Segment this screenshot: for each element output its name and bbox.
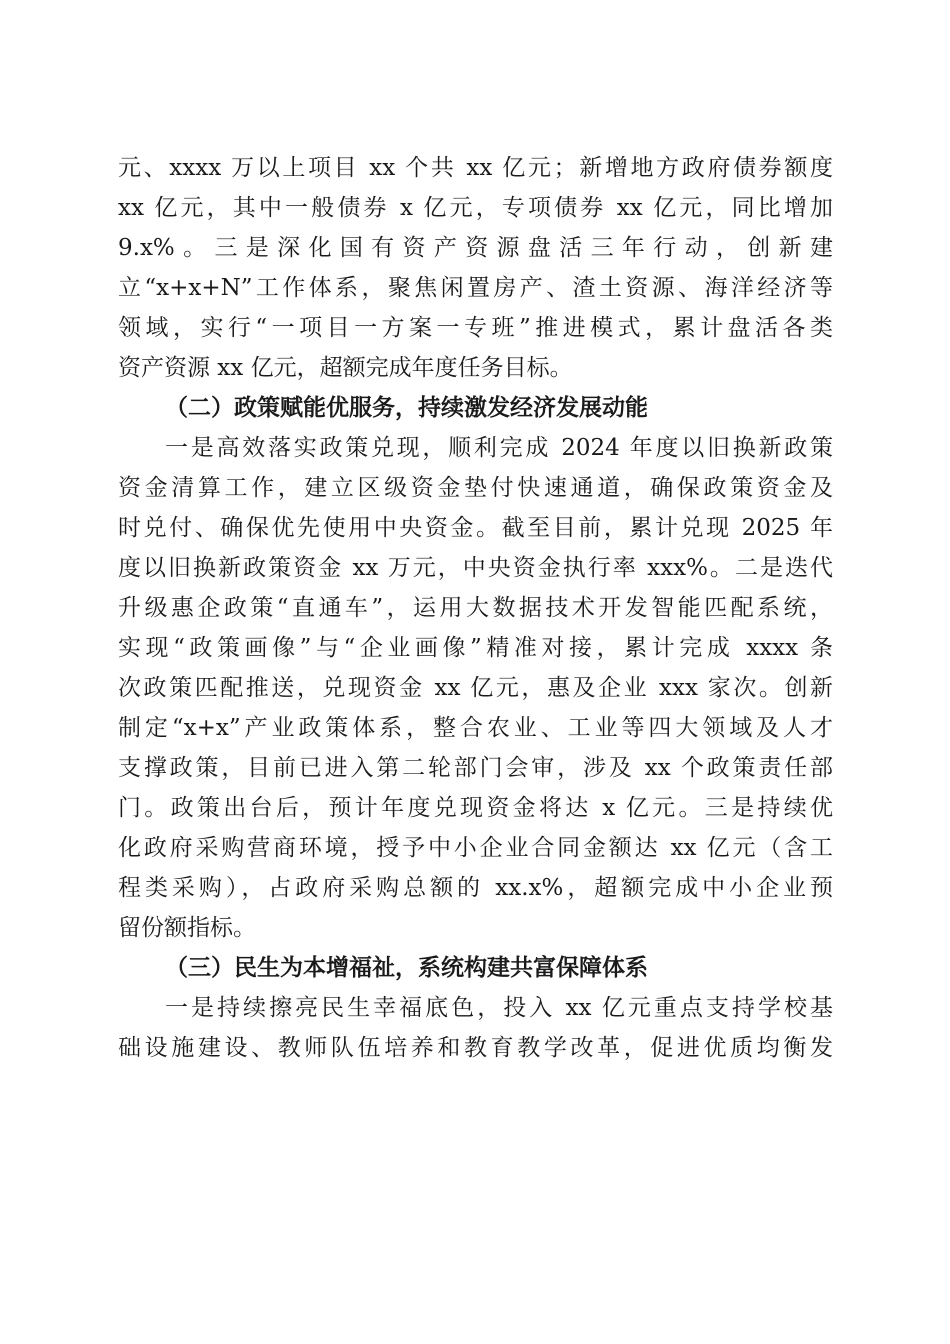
paragraph-line: 资金清算工作，建立区级资金垫付快速通道，确保政策资金及 [118,475,833,501]
paragraph-line: 留份额指标。 [118,915,256,941]
paragraph-line: 立“x+x+N”工作体系，聚焦闲置房产、渣土资源、海洋经济等 [118,275,833,301]
paragraph-line: 门。政策出台后，预计年度兑现资金将达 x 亿元。三是持续优 [118,795,833,821]
paragraph-line: 度以旧换新政策资金 xx 万元，中央资金执行率 xxx%。二是迭代 [118,555,833,581]
paragraph-line: 程类采购），占政府采购总额的 xx.x%，超额完成中小企业预 [118,875,833,901]
paragraph-line: 资产资源 xx 亿元，超额完成年度任务目标。 [118,355,573,381]
paragraph-line: 化政府采购营商环境，授予中小企业合同金额达 xx 亿元（含工 [118,835,833,861]
paragraph-line: 支撑政策，目前已进入第二轮部门会审，涉及 xx 个政策责任部 [118,755,833,781]
paragraph-line: 次政策匹配推送，兑现资金 xx 亿元，惠及企业 xxx 家次。创新 [118,675,833,701]
paragraph-line: 元、xxxx 万以上项目 xx 个共 xx 亿元；新增地方政府债券额度 [118,155,833,181]
paragraph-line: 9.x%。三是深化国有资产资源盘活三年行动，创新建 [118,235,833,261]
paragraph-line: 制定“x+x”产业政策体系，整合农业、工业等四大领域及人才 [118,715,833,741]
paragraph-line: 升级惠企政策“直通车”，运用大数据技术开发智能匹配系统， [118,595,833,621]
paragraph-line: 一是持续擦亮民生幸福底色，投入 xx 亿元重点支持学校基 [165,995,833,1021]
paragraph-line: 一是高效落实政策兑现，顺利完成 2024 年度以旧换新政策 [165,435,833,461]
section-heading: （二）政策赋能优服务，持续激发经济发展动能 [165,394,648,421]
paragraph-line: 实现“政策画像”与“企业画像”精准对接，累计完成 xxxx 条 [118,635,833,661]
body-text [118,148,833,1068]
paragraph-line: xx 亿元，其中一般债券 x 亿元，专项债券 xx 亿元，同比增加 [118,195,833,221]
paragraph-line: 础设施建设、教师队伍培养和教育教学改革，促进优质均衡发 [118,1035,833,1061]
paragraph-line: 时兑付、确保优先使用中央资金。截至目前，累计兑现 2025 年 [118,515,833,541]
section-heading: （三）民生为本增福祉，系统构建共富保障体系 [165,954,648,981]
paragraph-line: 领域，实行“一项目一方案一专班”推进模式，累计盘活各类 [118,315,833,341]
